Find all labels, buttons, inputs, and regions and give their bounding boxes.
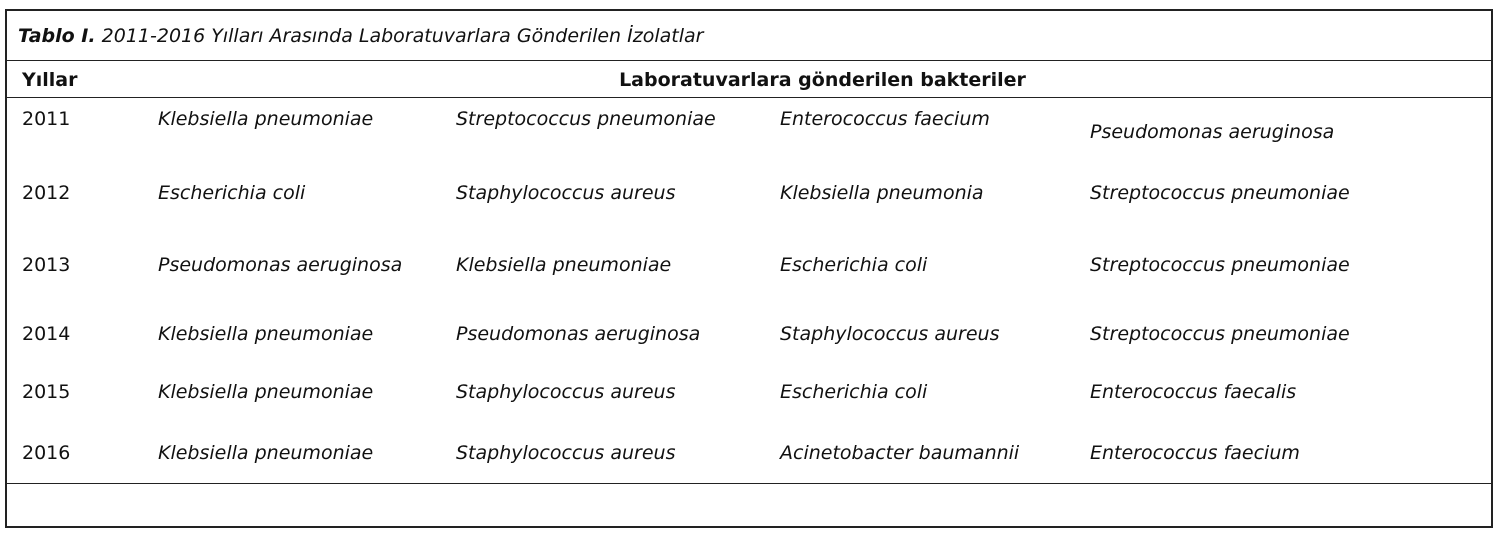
year-cell: 2012: [22, 182, 71, 204]
header-divider: [7, 97, 1491, 98]
column-header-year: Yıllar: [22, 69, 78, 91]
bacteria-cell: Enterococcus faecium: [780, 108, 990, 130]
bacteria-cell: Klebsiella pneumoniae: [456, 254, 672, 276]
bacteria-cell: Acinetobacter baumannii: [780, 442, 1020, 464]
caption-label: Tablo I.: [18, 25, 96, 47]
bacteria-cell: Streptococcus pneumoniae: [1090, 323, 1350, 345]
bacteria-cell: Klebsiella pneumoniae: [158, 323, 374, 345]
table-row: [0, 380, 1500, 408]
bacteria-cell: Enterococcus faecium: [1090, 442, 1300, 464]
year-cell: 2016: [22, 442, 71, 464]
year-cell: 2013: [22, 254, 71, 276]
bacteria-cell: Staphylococcus aureus: [456, 442, 676, 464]
table-bottom-rule: [7, 483, 1491, 484]
table-row: [0, 107, 1500, 143]
table-row: [0, 181, 1500, 209]
bacteria-cell: Escherichia coli: [158, 182, 306, 204]
table-row: [0, 322, 1500, 350]
table-row: [0, 441, 1500, 469]
table-caption: [18, 24, 703, 48]
bacteria-cell: Escherichia coli: [780, 381, 928, 403]
bacteria-cell: Klebsiella pneumoniae: [158, 442, 374, 464]
bacteria-cell: Staphylococcus aureus: [456, 381, 676, 403]
bacteria-cell: Streptococcus pneumoniae: [1090, 254, 1350, 276]
year-cell: 2011: [22, 108, 71, 130]
bacteria-cell: Enterococcus faecalis: [1090, 381, 1297, 403]
bacteria-cell: Escherichia coli: [780, 254, 928, 276]
caption-divider: [7, 60, 1491, 61]
bacteria-cell: Staphylococcus aureus: [780, 323, 1000, 345]
bacteria-cell: Klebsiella pneumoniae: [158, 381, 374, 403]
column-header-bacteria: Laboratuvarlara gönderilen bakteriler: [619, 69, 1026, 91]
bacteria-cell: Streptococcus pneumoniae: [456, 108, 716, 130]
bacteria-cell: Staphylococcus aureus: [456, 182, 676, 204]
bacteria-cell: Klebsiella pneumoniae: [158, 108, 374, 130]
table-row: [0, 253, 1500, 281]
bacteria-cell: Pseudomonas aeruginosa: [456, 323, 701, 345]
bacteria-cell: Streptococcus pneumoniae: [1090, 182, 1350, 204]
bacteria-cell: Pseudomonas aeruginosa: [158, 254, 403, 276]
caption-text: 2011-2016 Yılları Arasında Laboratuvarlara Gönderilen İzolatlar: [101, 25, 704, 47]
year-cell: 2014: [22, 323, 71, 345]
year-cell: 2015: [22, 381, 71, 403]
bacteria-cell: Pseudomonas aeruginosa: [1090, 121, 1335, 143]
bacteria-cell: Klebsiella pneumonia: [780, 182, 984, 204]
